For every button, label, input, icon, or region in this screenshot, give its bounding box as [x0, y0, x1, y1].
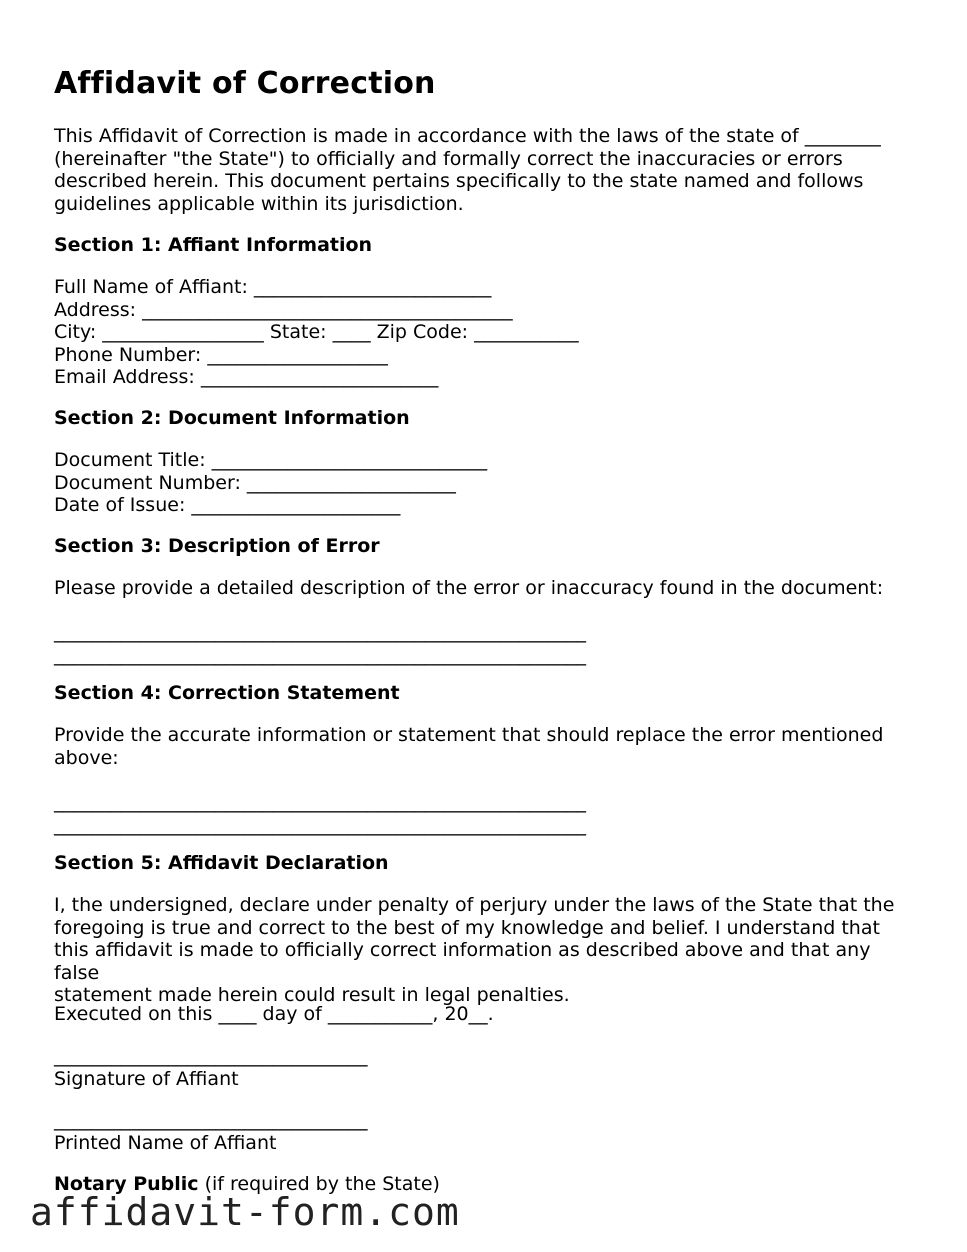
date-of-issue-field[interactable]: Date of Issue: ______________________: [54, 494, 401, 517]
printed-name-label: Printed Name of Affiant: [54, 1131, 277, 1154]
intro-line: described herein. This document pertains specifically to the state named and follows: [54, 170, 864, 193]
notary-public-qualifier: (if required by the State): [198, 1173, 440, 1195]
declaration-line: foregoing is true and correct to the best of my knowledge and belief. I understand that: [54, 916, 880, 939]
section-1-heading: Section 1: Affiant Information: [54, 234, 373, 256]
document-page: [54, 66, 920, 1195]
declaration-line: this affidavit is made to officially correct information as described above and that any false: [54, 939, 871, 984]
document-title: Affidavit of Correction: [54, 66, 436, 101]
signature-line[interactable]: _________________________________: [54, 1045, 368, 1067]
email-field[interactable]: Email Address: _________________________: [54, 366, 439, 389]
declaration-line: statement made herein could result in legal penalties.: [54, 984, 570, 1007]
section-4-heading: Section 4: Correction Statement: [54, 682, 400, 704]
document-number-field[interactable]: Document Number: ______________________: [54, 471, 456, 494]
intro-paragraph: [54, 125, 920, 215]
declaration-paragraph: [54, 894, 920, 1007]
printed-name-block: [54, 1109, 368, 1154]
declaration-line: I, the undersigned, declare under penalty of perjury under the laws of the State that the: [54, 894, 895, 916]
affiant-fields: [54, 276, 579, 389]
full-name-field[interactable]: Full Name of Affiant: _________________________: [54, 276, 492, 298]
executed-date-field[interactable]: Executed on this ____ day of ___________, 20__.: [54, 1003, 494, 1025]
printed-name-line[interactable]: _________________________________: [54, 1109, 368, 1131]
error-description-field[interactable]: ________________________________________________________: [54, 643, 586, 666]
section-3-heading: Section 3: Description of Error: [54, 535, 380, 557]
address-field[interactable]: Address: _______________________________________: [54, 298, 513, 321]
intro-line: (hereinafter "the State") to officially and formally correct the inaccuracies or errors: [54, 147, 843, 170]
intro-line: This Affidavit of Correction is made in accordance with the laws of the state of ________: [54, 125, 881, 147]
correction-prompt: [54, 724, 920, 769]
correction-statement-field[interactable]: ________________________________________________________: [54, 813, 586, 836]
document-fields: [54, 449, 487, 517]
error-prompt: Please provide a detailed description of the error or inaccuracy found in the document:: [54, 577, 884, 599]
correction-statement-lines: [54, 791, 586, 836]
correction-statement-field[interactable]: ________________________________________________________: [54, 791, 586, 813]
intro-line: guidelines applicable within its jurisdiction.: [54, 192, 464, 215]
signature-block: [54, 1045, 368, 1090]
city-state-zip-field[interactable]: City: _________________ State: ____ Zip Code: ___________: [54, 321, 579, 344]
correction-prompt-line: Provide the accurate information or statement that should replace the error mentioned: [54, 724, 884, 746]
error-description-lines: [54, 621, 586, 666]
document-title-field[interactable]: Document Title: _____________________________: [54, 449, 488, 471]
notary-public-label: Notary Public: [54, 1173, 199, 1195]
site-watermark: affidavit-form.com: [30, 1190, 460, 1234]
section-2-heading: Section 2: Document Information: [54, 407, 410, 429]
error-description-field[interactable]: ________________________________________________________: [54, 621, 586, 643]
signature-label: Signature of Affiant: [54, 1067, 239, 1090]
section-5-heading: Section 5: Affidavit Declaration: [54, 852, 389, 874]
correction-prompt-line: above:: [54, 746, 119, 769]
phone-field[interactable]: Phone Number: ___________________: [54, 343, 388, 366]
